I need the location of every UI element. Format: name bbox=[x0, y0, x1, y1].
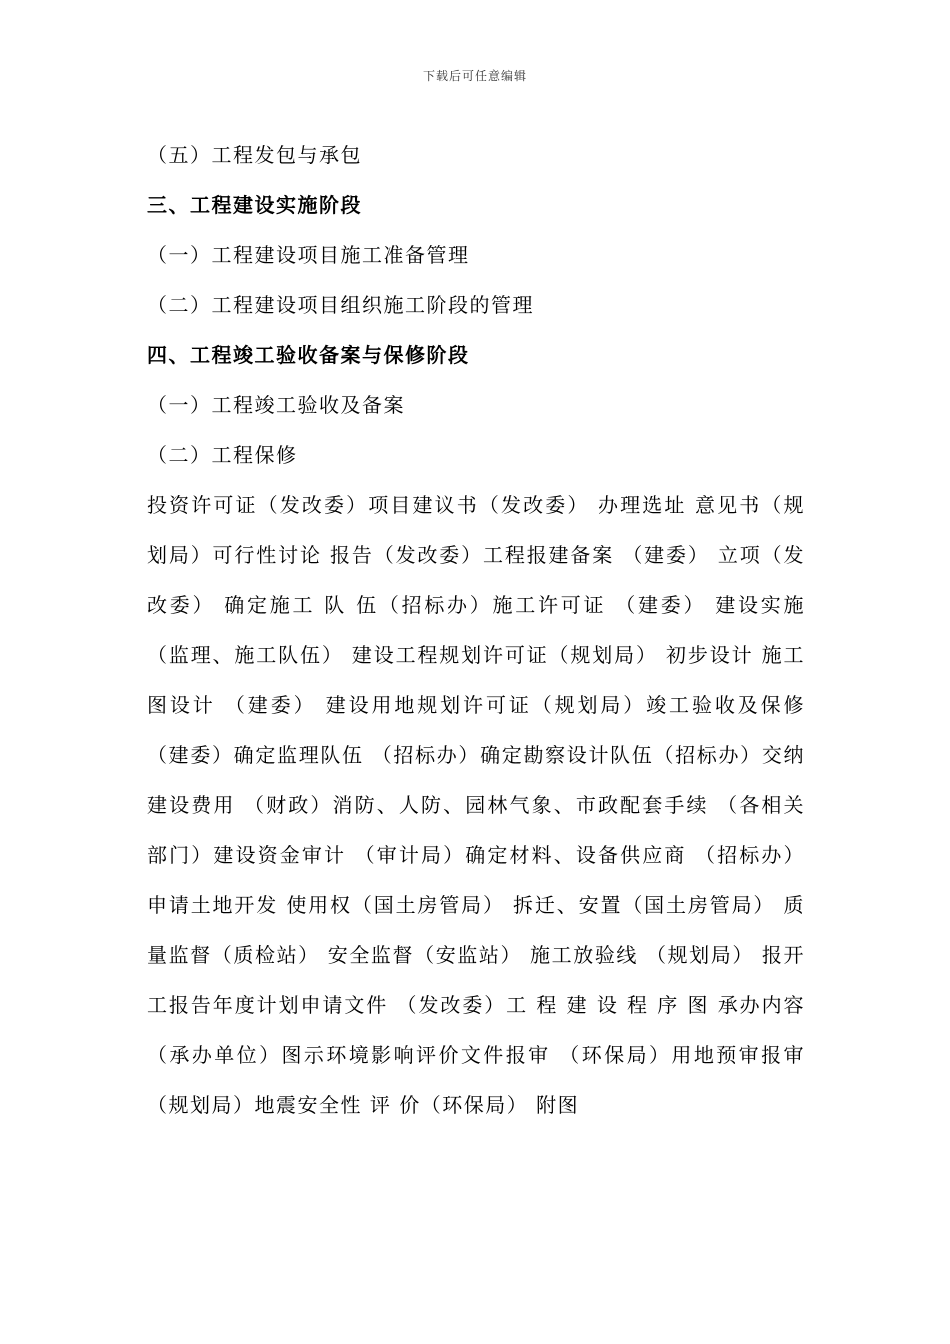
section-heading: 三、工程建设实施阶段 bbox=[147, 193, 362, 217]
outline-item: （二）工程保修 bbox=[147, 443, 298, 467]
section-heading: 四、工程竣工验收备案与保修阶段 bbox=[147, 343, 470, 367]
outline-item: （二）工程建设项目组织施工阶段的管理 bbox=[147, 293, 534, 317]
outline-item: （五）工程发包与承包 bbox=[147, 143, 362, 167]
procedure-paragraph: 投资许可证（发改委）项目建议书（发改委） 办理选址 意见书（规划局）可行性讨论 报告（发改委）工程报建备案 （建委） 立项（发改委） 确定施工 队 伍（招标办）施工许可证 （建委） 建设实施（监理、施工队伍） 建设工程规划许可证（规划局） 初步设计 施工图设计 （建委） 建设用地规划许可证（规划局）竣工验收及保修 （建委）确定监理队伍 （招标办）确定勘察设计队伍（招标办）交纳建设费用 （财政）消防、人防、园林气象、市政配套手续 （各相关部门）建设资金审计 （审计局）确定材料、设备供应商 （招标办） 申请土地开发 使用权（国土房管局） 拆迁、安置（国土房管局） 质量监督（质检站） 安全监督（安监站） 施工放验线 （规划局） 报开工报告年度计划申请文件 （发改委）工 程 建 设 程 序 图 承办内容 （承办单位）图示环境影响评价文件报审 （环保局）用地预审报审（规划局）地震安全性 评 价（环保局） 附图 bbox=[147, 493, 805, 1117]
outline-item: （一）工程建设项目施工准备管理 bbox=[147, 243, 470, 267]
document-body bbox=[147, 130, 807, 1130]
outline-item: （一）工程竣工验收及备案 bbox=[147, 393, 405, 417]
page-header: 下载后可任意编辑 bbox=[422, 69, 527, 83]
